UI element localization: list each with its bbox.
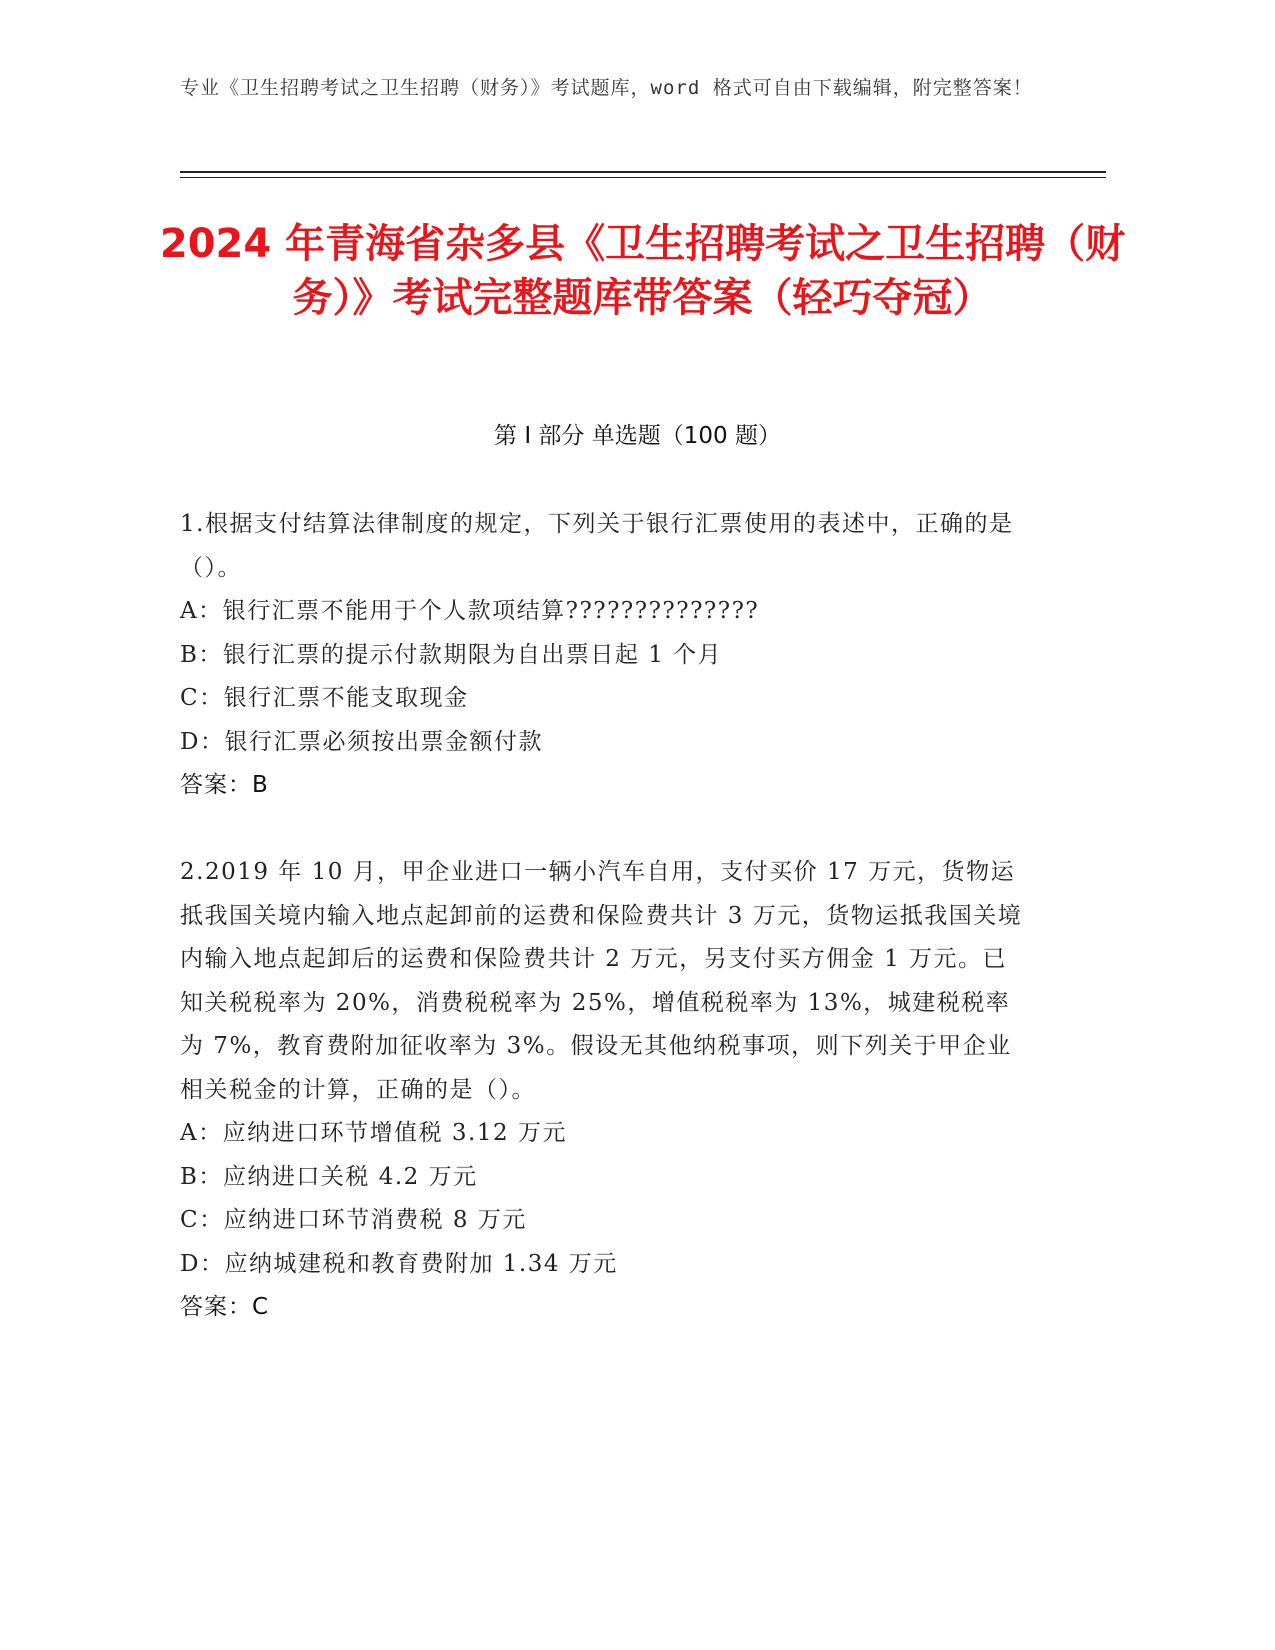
- question-stem: 2.2019 年 10 月，甲企业进口一辆小汽车自用，支付买价 17 万元，货物运抵我国关境内输入地点起卸前的运费和保险费共计 3 万元，货物运抵我国关境内输入地点起卸后的运费和保险费共计 2 万元，另支付买方佣金 1 万元。已知关税税率为 20%，消费税税率为 25%，增值税税率为 13%，城建税税率为 7%，教育费附加征收率为 3%。假设无其他纳税事项，则下列关于甲企业相关税金的计算，正确的是（）。: [180, 859, 1023, 1103]
- option-d: D：银行汇票必须按出票金额付款: [180, 728, 543, 755]
- header-note: 专业《卫生招聘考试之卫生招聘（财务）》考试题库，word 格式可自由下载编辑，附完整答案！: [180, 77, 1033, 99]
- option-c: C：银行汇票不能支取现金: [180, 685, 469, 711]
- answer-line: 答案：B: [180, 772, 269, 798]
- option-a: A：应纳进口环节增值税 3.12 万元: [180, 1120, 567, 1146]
- header-divider-thick: [180, 171, 1106, 173]
- option-c: C：应纳进口环节消费税 8 万元: [180, 1207, 527, 1233]
- question-block: [180, 503, 1030, 808]
- document-title: 2024 年青海省杂多县《卫生招聘考试之卫生招聘（财务）》考试完整题库带答案（轻巧夺冠）: [159, 221, 1126, 321]
- option-b: B：银行汇票的提示付款期限为自出票日起 1 个月: [180, 641, 723, 668]
- question-stem: 1.根据支付结算法律制度的规定，下列关于银行汇票使用的表述中，正确的是（）。: [180, 511, 1014, 581]
- option-d: D：应纳城建税和教育费附加 1.34 万元: [180, 1250, 618, 1277]
- question-block: [180, 851, 1030, 1330]
- option-a: A：银行汇票不能用于个人款项结算??????????????: [180, 598, 760, 624]
- header-divider-thin: [180, 177, 1106, 178]
- section-heading: 第 I 部分 单选题（100 题）: [494, 423, 781, 449]
- option-b: B：应纳进口关税 4.2 万元: [180, 1163, 478, 1190]
- answer-line: 答案：C: [180, 1294, 270, 1320]
